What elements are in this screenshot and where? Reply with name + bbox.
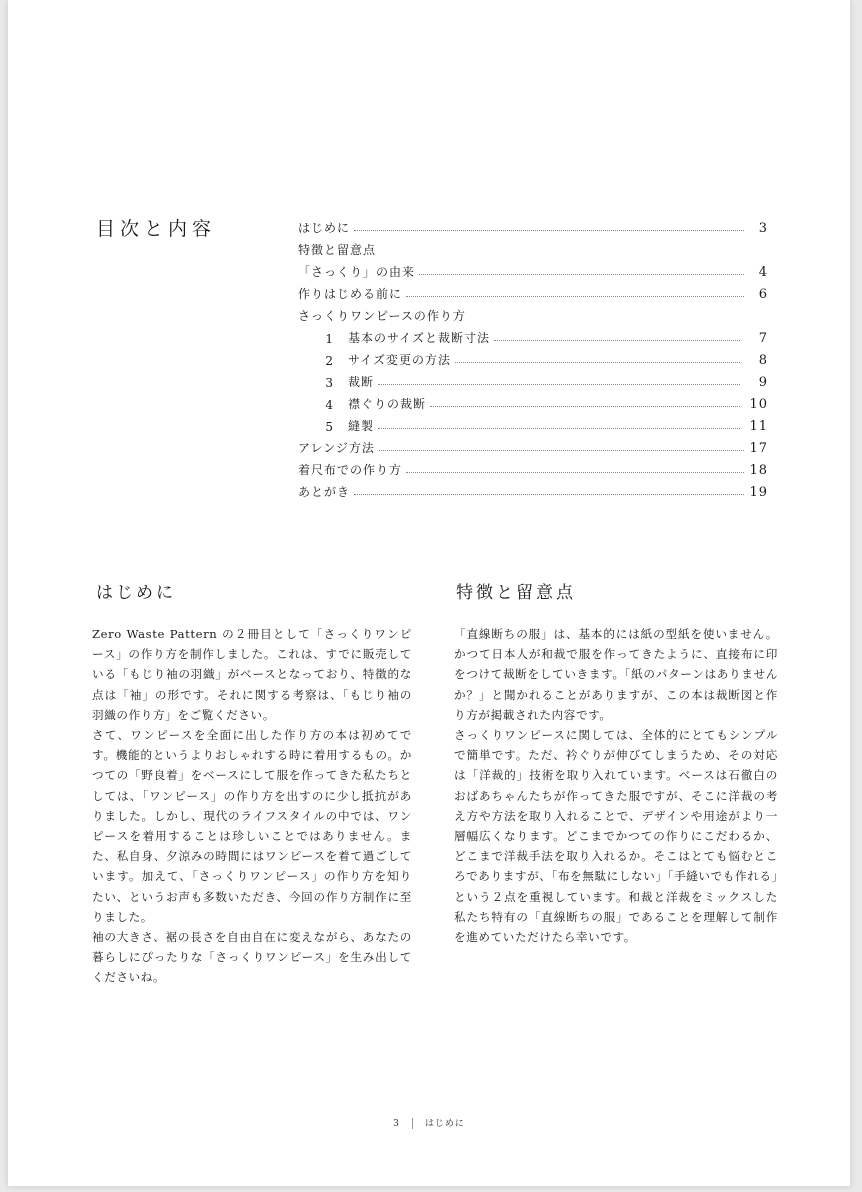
- footer-page-number: 3: [393, 1119, 400, 1129]
- intro-paragraph: 袖の大きさ、裾の長さを自由自在に変えながら、あなたの暮らしにぴったりな「さっくりワンピース」を生み出してくださいね。: [92, 930, 412, 985]
- toc-page-number: 18: [749, 463, 768, 478]
- document-page: [8, 0, 850, 1186]
- intro-paragraph: Zero Waste Pattern の２冊目として「さっくりワンピース」の作り方を制作しました。これは、すでに販売している「もじり袖の羽織」がベースとなっており、特徴的な点は「袖」の形です。それに関する考察は、「もじり袖の羽織の作り方」をご覧ください。: [92, 627, 412, 722]
- toc-page-number: 19: [749, 485, 768, 500]
- toc-row[interactable]: [298, 214, 768, 236]
- toc-subrow[interactable]: [298, 324, 768, 346]
- toc-leader: [378, 384, 740, 385]
- toc-label: さっくりワンピースの作り方: [298, 309, 466, 323]
- toc-label: サイズ変更の方法: [348, 353, 452, 367]
- toc-row[interactable]: [298, 456, 768, 478]
- features-paragraph: 「直線断ちの服」は、基本的には紙の型紙を使いません。かつて日本人が和裁で服を作ってきたように、直接布に印をつけて裁断をしていきます。「紙のパターンはありませんか？」と聞かれることがありますが、この本は裁断図と作り方が掲載された内容です。: [454, 627, 778, 722]
- intro-body: [92, 624, 412, 988]
- table-of-contents: [298, 214, 768, 500]
- features-paragraph: さっくりワンピースに関しては、全体的にとてもシンプルで簡単です。ただ、衿ぐりが伸びてしまうため、その対応は「洋裁的」技術を取り入れています。ベースは石徹白のおばあちゃんたちが作ってきた服ですが、そこに洋裁の考え方や方法を取り入れることで、デザインや用途がより一層幅広くなります。どこまでかつての作りにこだわるか、どこまで洋裁手法を取り入れるか。そこはとても悩むところでありますが、「布を無駄にしない」「手縫いでも作れる」という２点を重視しています。和裁と洋裁をミックスした私たち特有の「直線断ちの服」であることを理解して制作を進めていただけたら幸いです。: [454, 728, 778, 945]
- toc-leader: [379, 450, 744, 451]
- toc-label: はじめに: [298, 221, 351, 235]
- page-footer: [8, 1116, 850, 1129]
- toc-label: 着尺布での作り方: [298, 463, 403, 477]
- toc-label: アレンジ方法: [298, 441, 375, 455]
- footer-section-name: はじめに: [424, 1119, 465, 1129]
- toc-page-number: 3: [758, 221, 768, 236]
- toc-leader: [494, 340, 740, 341]
- toc-page-number: 9: [758, 375, 768, 390]
- toc-row[interactable]: [298, 434, 768, 456]
- toc-label: あとがき: [298, 485, 351, 499]
- toc-label: 縫製: [348, 419, 375, 433]
- toc-leader: [430, 406, 740, 407]
- toc-row[interactable]: [298, 236, 768, 258]
- toc-step-number: 3: [325, 376, 334, 390]
- toc-heading: 目次と内容: [96, 218, 217, 240]
- toc-leader: [455, 362, 740, 363]
- toc-label: 基本のサイズと裁断寸法: [348, 331, 491, 345]
- toc-leader: [406, 472, 744, 473]
- toc-label: 「さっくり」の由来: [298, 265, 416, 279]
- toc-page-number: 4: [758, 265, 768, 280]
- toc-page-number: 6: [758, 287, 768, 302]
- toc-step-number: 1: [325, 332, 334, 346]
- features-body: [454, 624, 778, 947]
- toc-label: 襟ぐりの裁断: [348, 397, 427, 411]
- toc-page-number: 17: [749, 441, 768, 456]
- toc-leader: [419, 274, 744, 275]
- toc-leader: [354, 230, 744, 231]
- toc-page-number: 8: [758, 353, 768, 368]
- toc-row[interactable]: [298, 302, 768, 324]
- toc-leader: [406, 296, 744, 297]
- toc-page-number: 10: [749, 397, 768, 412]
- toc-row[interactable]: [298, 258, 768, 280]
- footer-divider: [412, 1118, 413, 1129]
- toc-subrow[interactable]: [298, 412, 768, 434]
- toc-subrow[interactable]: [298, 390, 768, 412]
- intro-paragraph: さて、ワンピースを全面に出した作り方の本は初めてです。機能的というよりおしゃれする時に着用するもの。かつての「野良着」をベースにして服を作ってきた私たちとしては、「ワンピース」の作り方を出すのに少し抵抗がありました。しかし、現代のライフスタイルの中では、ワンピースを着用することは珍しいことではありません。また、私自身、夕涼みの時間にはワンピースを着て過ごしています。加えて、「さっくりワンピース」の作り方を知りたい、というお声も多数いただき、今回の作り方制作に至りました。: [92, 728, 412, 924]
- toc-subrow[interactable]: [298, 346, 768, 368]
- toc-leader: [378, 428, 740, 429]
- toc-page-number: 11: [749, 419, 768, 434]
- toc-step-number: 4: [325, 398, 334, 412]
- toc-row[interactable]: [298, 280, 768, 302]
- toc-leader: [354, 494, 744, 495]
- toc-subrow[interactable]: [298, 368, 768, 390]
- features-title: 特徴と留意点: [456, 583, 576, 603]
- toc-label: 作りはじめる前に: [298, 287, 403, 301]
- toc-page-number: 7: [758, 331, 768, 346]
- toc-step-number: 5: [325, 420, 334, 434]
- intro-title: はじめに: [96, 583, 176, 603]
- toc-step-number: 2: [325, 354, 334, 368]
- toc-label: 特徴と留意点: [298, 243, 377, 257]
- toc-row[interactable]: [298, 478, 768, 500]
- toc-label: 裁断: [348, 375, 375, 389]
